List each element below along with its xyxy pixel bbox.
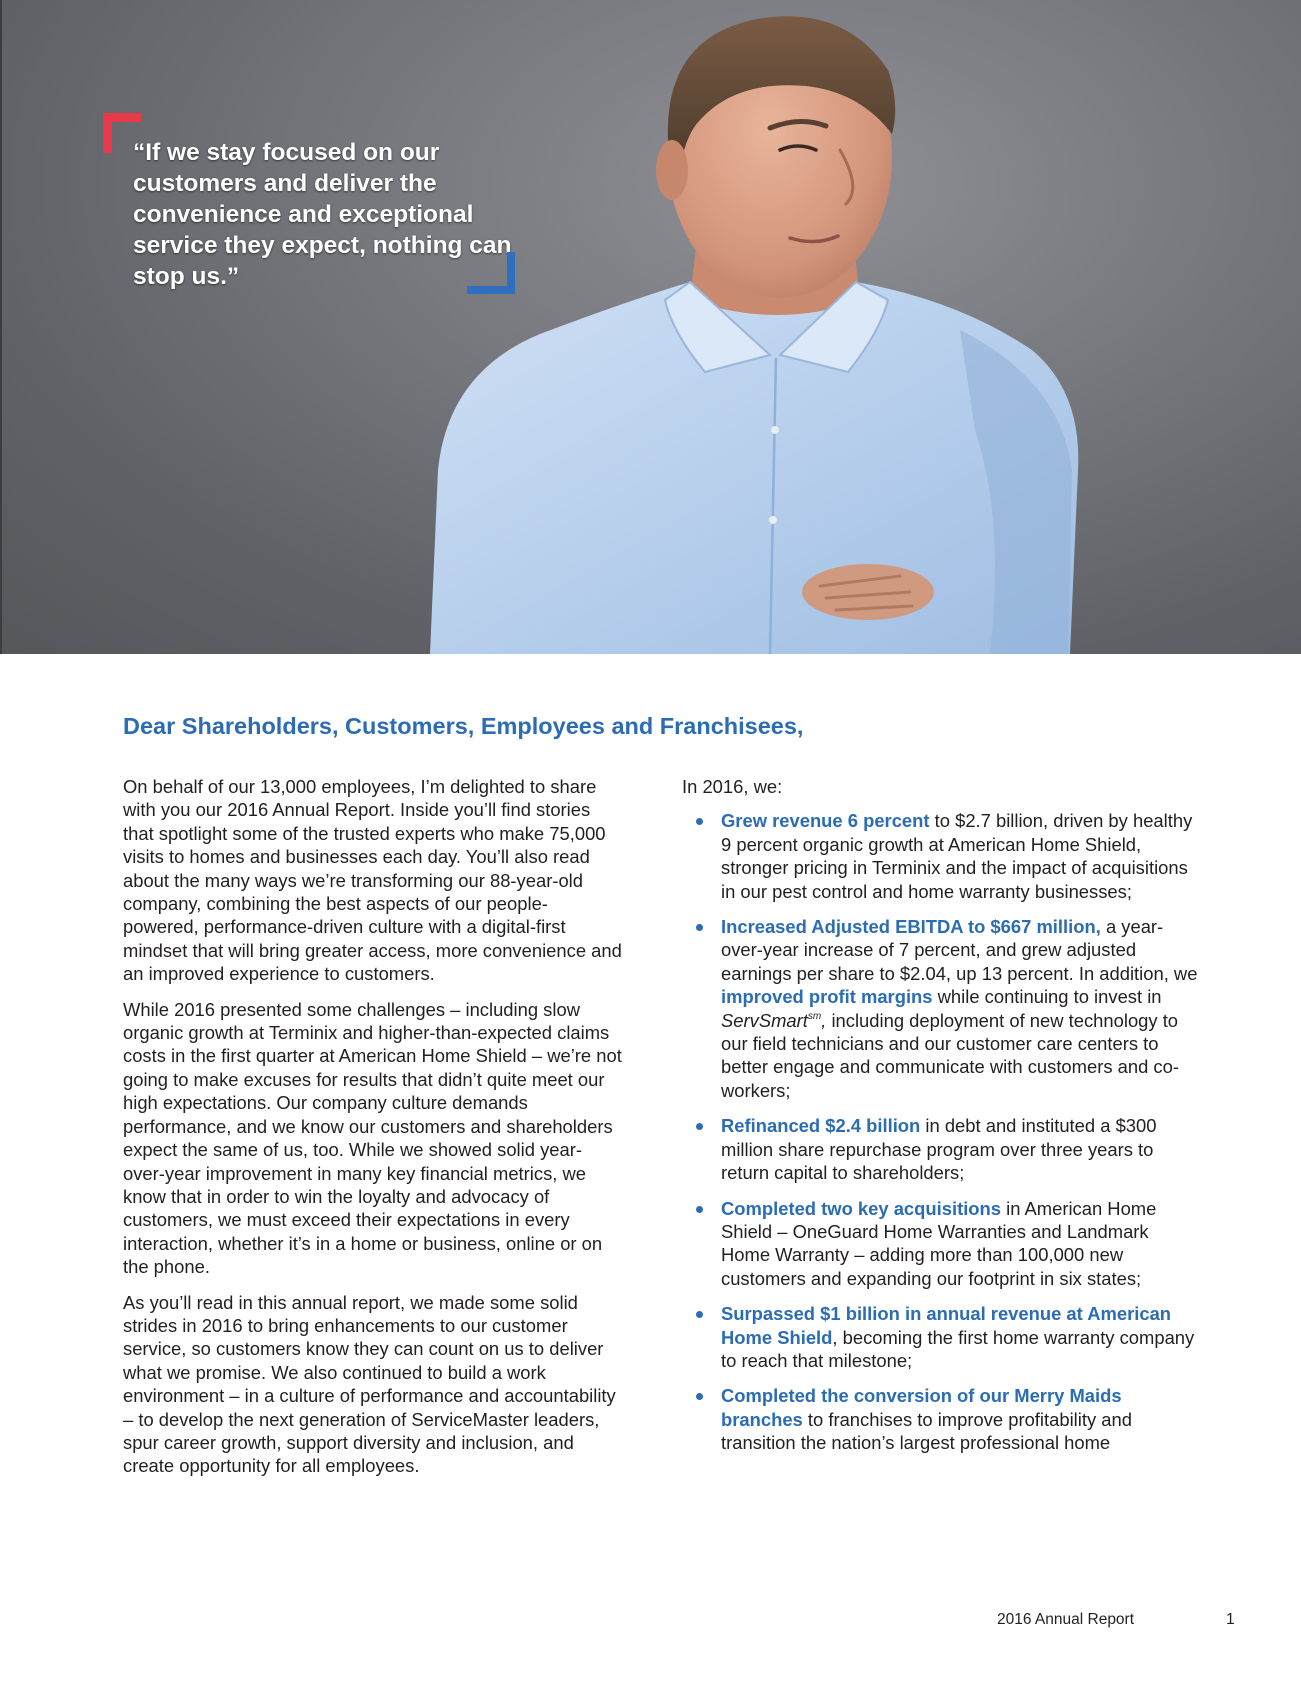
hands-shape	[802, 564, 934, 620]
pull-quote	[103, 113, 513, 293]
bullet-highlight: Increased Adjusted EBITDA to $667 million,	[721, 916, 1101, 938]
bullet-dot-icon	[696, 818, 703, 825]
bullet-highlight: Completed the conversion of our Merry Maids branches	[721, 1385, 1122, 1430]
footer-report-title: 2016 Annual Report	[997, 1611, 1135, 1628]
service-mark: sm	[807, 1010, 822, 1022]
letter-salutation: Dear Shareholders, Customers, Employees and Franchisees,	[123, 713, 804, 739]
bullet-highlight-secondary: improved profit margins	[721, 986, 933, 1008]
paragraph: As you’ll read in this annual report, we made some solid strides in 2016 to bring enhancements to our customer service, so customers know they can count on us to deliver what we promise. We also continued to build a work environment – in a culture of performance and accountability – to develop the next generation of ServiceMaster leaders, spur career growth, support diversity and inclusion, and create opportunity for all employees.	[123, 1291, 616, 1477]
bullet-highlight: Grew revenue 6 percent	[721, 810, 930, 832]
executive-portrait-illustration	[0, 0, 1301, 654]
page-number: 1	[1226, 1611, 1235, 1628]
bullet-text: , becoming the first home warranty company to reach that milestone;	[721, 1326, 1195, 1371]
bullet-text: in debt and instituted a $300 million share repurchase program over three years to return capital to shareholders;	[721, 1115, 1157, 1184]
ear-shape	[656, 140, 688, 200]
list-item	[682, 1302, 1202, 1372]
bullet-text: in American Home Shield – OneGuard Home Warranties and Landmark Home Warranty – adding more than 100,000 new customers and expanding our footprint in six states;	[721, 1197, 1157, 1289]
bullet-text: a year-over-year increase of 7 percent, and grew adjusted earnings per share to $2.04, up 13 percent. In addition, we	[721, 916, 1198, 984]
quote-close-bracket	[467, 252, 515, 294]
bullet-highlight: Surpassed $1 billion in annual revenue at American Home Shield	[721, 1303, 1172, 1348]
left-text-column	[123, 775, 623, 1490]
bullet-text: to $2.7 billion, driven by healthy 9 percent organic growth at American Home Shield, stronger pricing in Terminix and the impact of acquisitions in our pest control and home warranty businesses;	[721, 810, 1193, 902]
bullet-intro: In 2016, we:	[682, 776, 783, 797]
shirt-button-2	[769, 516, 777, 524]
list-item	[682, 915, 1202, 1102]
paragraph: While 2016 presented some challenges – including slow organic growth at Terminix and higher-than-expected claims costs in the first quarter at American Home Shield – we’re not going to make excuses for results that didn’t quite meet our high expectations. Our company culture demands performance, and we know our customers and shareholders expect the same of us, too. While we showed solid year-over-year improvement in many key financial metrics, we know that in order to win the loyalty and advocacy of customers, we must exceed their expectations in every interaction, whether it’s in a home or business, online or on the phone.	[123, 998, 622, 1278]
bullet-dot-icon	[696, 1311, 703, 1318]
list-item	[682, 1384, 1202, 1454]
bullet-text-end: including deployment of new technology to our field technicians and our customer care centers to better engage and communicate with customers and co-workers;	[721, 1009, 1179, 1101]
achievement-list	[682, 809, 1202, 1454]
bullet-highlight: Refinanced $2.4 billion	[721, 1115, 921, 1137]
brand-name-comma: ,	[821, 1009, 827, 1031]
bullet-dot-icon	[696, 1123, 703, 1130]
bullet-highlight: Completed two key acquisitions	[721, 1197, 1001, 1219]
right-text-column	[682, 775, 1202, 1467]
bullet-text: to franchises to improve profitability and transition the nation’s largest professional home	[721, 1408, 1132, 1454]
hero-photo	[0, 0, 1301, 654]
list-item	[682, 1114, 1202, 1184]
list-item	[682, 809, 1202, 903]
shirt-button-1	[771, 426, 779, 434]
shirt-shape	[430, 282, 1078, 654]
pull-quote-text: “If we stay focused on our customers and deliver the convenience and exceptional service they expect, nothing can stop us.”	[133, 139, 512, 290]
bullet-dot-icon	[696, 1393, 703, 1400]
bullet-text-continued: while continuing to invest in	[932, 986, 1162, 1008]
brand-name-servsmart: ServSmart	[721, 1009, 808, 1031]
list-item	[682, 1197, 1202, 1291]
paragraph: On behalf of our 13,000 employees, I’m delighted to share with you our 2016 Annual Report. Inside you’ll find stories that spotlight some of the trusted experts who make 75,000 visits to homes and businesses each day. You’ll also read about the many ways we’re transforming our 88-year-old company, combining the best aspects of our people-powered, performance-driven culture with a digital-first mindset that will bring greater access, more convenience and an improved experience to customers.	[123, 776, 622, 985]
bullet-dot-icon	[696, 924, 703, 931]
bullet-dot-icon	[696, 1206, 703, 1213]
